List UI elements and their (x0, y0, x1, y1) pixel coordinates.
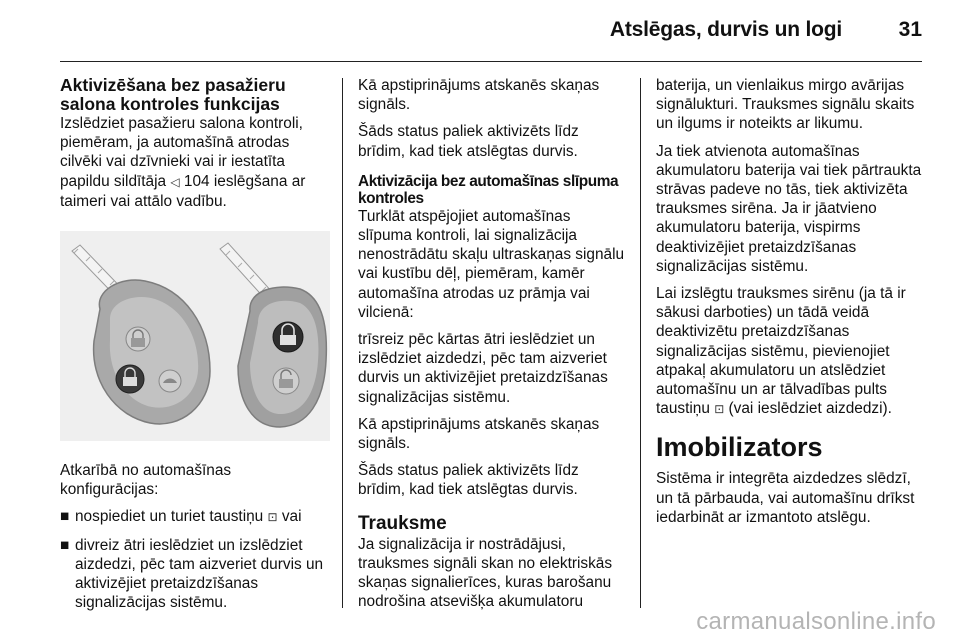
tilt-paragraph: Turklāt atspējojiet automašīnas slīpuma kontroli, lai signalizācija nenostrādātu skaļu ultraskaņas signālu vai kustību dēļ, piemēram, kamēr automašīna atrodas uz prāmja vai vilcienā: (358, 207, 625, 321)
intro-text: Izslēdziet pasažieru salona kontroli, piemēram, ja automašīnā atrodas cilvēki vai dzīvnieki vai ir iestatīta papildu sildītāja (60, 115, 303, 190)
siren-off-text-end: (vai ieslēdziet aizdedzi). (724, 400, 892, 418)
column-3 (656, 76, 928, 535)
intro-text-continued: 104 ieslēgšana ar taimeri vai attālo vadību. (60, 172, 306, 210)
watermark: carmanualsonline.info (696, 608, 936, 635)
alarm-paragraph: Ja signalizācija ir nostrādājusi, trauksmes signāli skan no elektriskās skaņas signalierīces, kuras barošanu nodrošina atsevišķa akumulatoru (358, 535, 613, 611)
immobiliser-paragraph: Sistēma ir integrēta aizdedzes slēdzī, un tā pārbauda, vai automašīnu drīkst iedarbināt ar izmantoto atslēgu. (656, 470, 915, 526)
configuration-note: Atkarībā no automašīnas konfigurācijas: (60, 462, 232, 499)
section-heading-alarm: Trauksme (358, 512, 447, 534)
list-item (60, 507, 330, 527)
page-number: 31 (898, 18, 922, 41)
bullet-marker: ■ (60, 508, 70, 526)
lock-button-icon: ⊡ (267, 510, 278, 525)
column-2 (358, 76, 628, 619)
page-reference-arrow-icon: ◁ (170, 174, 180, 189)
battery-paragraph: Ja tiek atvienota automašīnas akumulatoru baterija vai tiek pārtraukta strāvas padeve no tās, tiek aktivizēta trauksmes sirēna. Ja ir jāatvieno akumulatoru baterija, vispirms deaktivizējiet pretaizdzīšanas signalizācijas sistēmu. (656, 142, 922, 275)
section-heading-immobiliser: Imobilizators (656, 432, 823, 463)
list-item (60, 536, 330, 613)
key-fob-illustration (60, 231, 330, 441)
header-divider (60, 61, 922, 62)
subheading-tilt-control: Aktivizācija bez automašīnas slīpuma kontroles (358, 172, 619, 207)
status-paragraph-2: Šāds status paliek aktivizēts līdz brīdim, kad tiek atslēgtas durvis. (358, 462, 579, 499)
right-key-fob (238, 287, 326, 427)
bullet-text: nospiediet un turiet taustiņu (75, 508, 268, 526)
column-divider-1 (342, 78, 343, 608)
bullet-text: divreiz ātri ieslēdziet un izslēdziet aizdedzi, pēc tam aizveriet durvis un aktivizējiet pretaizdzīšanas signalizācijas sistēmu. (75, 536, 324, 612)
steps-paragraph: trīsreiz pēc kārtas ātri ieslēdziet un izslēdziet aizdedzi, pēc tam aizveriet durvis un aktivizējiet pretaizdzīšanas signalizācijas sistēmu. (358, 331, 608, 406)
key-fob-image (60, 231, 330, 441)
column-1 (60, 76, 330, 620)
section-heading-line2: salona kontroles funkcijas (60, 94, 280, 114)
activation-options-list (60, 507, 330, 612)
section-heading-line1: Aktivizēšana bez pasažieru (60, 75, 286, 95)
bullet-text-end: vai (277, 508, 302, 526)
alarm-continued-paragraph: baterija, un vienlaikus mirgo avārijas signālukturi. Trauksmes signālu skaits un ilgums ir noteikts ar likumu. (656, 77, 915, 133)
column-divider-2 (640, 78, 641, 608)
status-paragraph: Šāds status paliek aktivizēts līdz brīdim, kad tiek atslēgtas durvis. (358, 123, 579, 160)
page-header-title: Atslēgas, durvis un logi (609, 18, 842, 41)
section-heading-activation (60, 76, 330, 114)
confirmation-paragraph-2: Kā apstiprinājums atskanēs skaņas signāls. (358, 415, 600, 453)
unlock-button-icon: ⊡ (714, 402, 725, 417)
intro-paragraph (60, 114, 330, 211)
confirmation-paragraph: Kā apstiprinājums atskanēs skaņas signāls. (358, 77, 600, 114)
siren-off-text: Lai izslēgtu trauksmes sirēnu (ja tā ir sākusi darboties) un tādā veidā deaktivizētu pretaizdzīšanas signalizācijas sistēmu, pievienojiet atpakaļ akumulatoru un atslēdziet automašīnu un ar tālvadības pults taustiņu (656, 285, 906, 418)
bullet-marker: ■ (60, 536, 70, 554)
siren-off-paragraph (656, 284, 928, 419)
